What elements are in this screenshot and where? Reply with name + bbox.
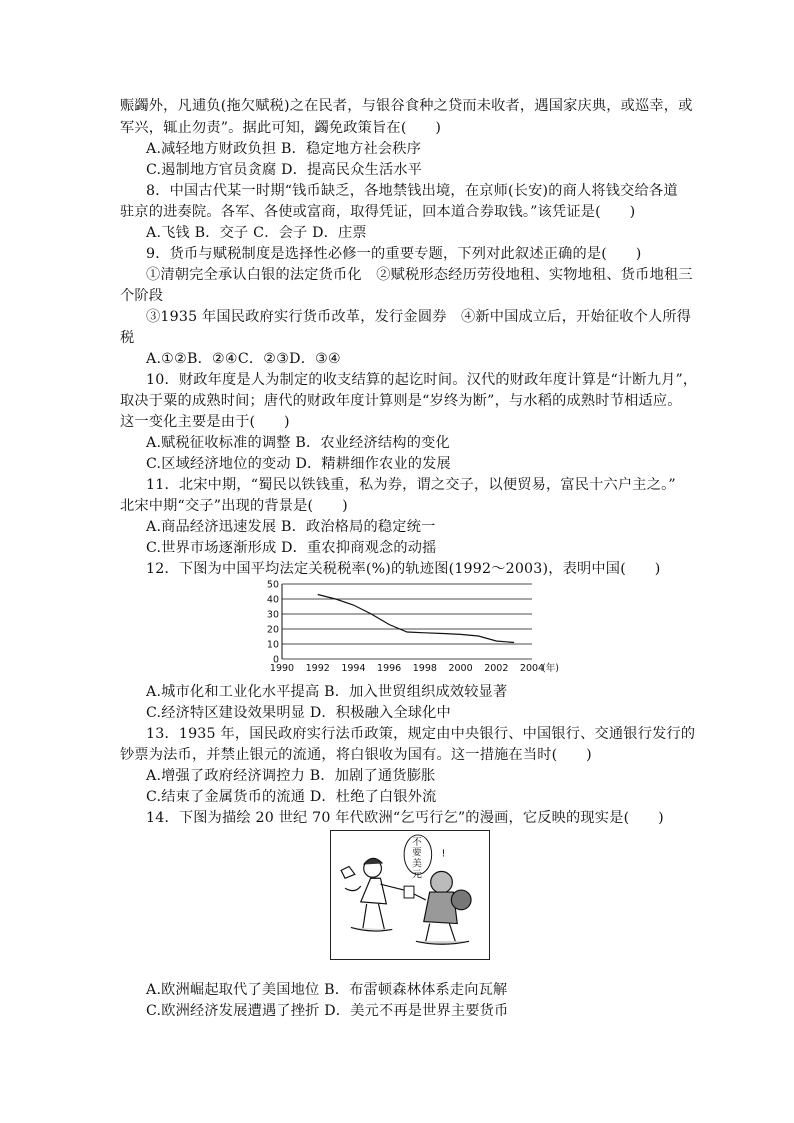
text-line: 赈蠲外，凡逋负(拖欠赋税)之在民者，与银谷食种之贷而未收者，遇国家庆典，或巡幸，或	[120, 98, 693, 114]
text-line: A.①②B．②④C．②③D．③④	[146, 351, 341, 367]
exclaim-mark: !	[441, 848, 446, 860]
x-tick-label: 1992	[305, 663, 330, 674]
tariff-rate-line	[318, 595, 514, 643]
woman-figure	[341, 858, 404, 931]
text-line: 钞票为法币，并禁止银元的流通，将白银收为国有。这一措施在当时( )	[120, 747, 592, 763]
text-line: A.增强了政府经济调控力 B．加剧了通货膨胀	[146, 768, 436, 784]
text-line: A.商品经济迅速发展 B．政治格局的稳定统一	[146, 519, 436, 535]
text-line: 北宋中期“交子”出现的背景是( )	[120, 498, 348, 514]
text-line: C.遏制地方官员贪腐 D．提高民众生活水平	[146, 162, 423, 178]
x-tick-label: 2002	[484, 663, 509, 674]
text-line: 10．财政年度是人为制定的收支结算的起讫时间。汉代的财政年度计算是“计断九月”，	[146, 372, 698, 388]
text-line: 14．下图为描绘 20 世纪 70 年代欧洲“乞丐行乞”的漫画，它反映的现实是( )	[146, 810, 664, 826]
text-line: A.赋税征收标准的调整 B．农业经济结构的变化	[146, 435, 450, 451]
text-line: A.城市化和工业化水平提高 B．加入世贸组织成效较显著	[146, 684, 508, 700]
x-tick-label: 2004	[519, 663, 545, 674]
text-line: 税	[120, 330, 135, 346]
text-line: 13．1935 年，国民政府实行法币政策，规定由中央银行、中国银行、交通银行发行的	[146, 726, 696, 742]
text-line: 个阶段	[120, 288, 164, 304]
x-tick-label: 1996	[377, 663, 402, 674]
text-line: 军兴，辄止勿责”。据此可知，蠲免政策旨在( )	[120, 120, 442, 136]
x-axis-unit: (年)	[542, 663, 559, 674]
text-line: C.经济特区建设效果明显 D．积极融入全球化中	[146, 705, 451, 721]
text-line: 11．北宋中期，“蜀民以铁钱重，私为券，谓之交子，以便贸易，富民十六户主之。”	[146, 477, 676, 493]
text-line: ①清朝完全承认白银的法定货币化 ②赋税形态经历劳役地租、实物地租、货币地租三	[146, 267, 693, 283]
chart-x-ticks	[270, 662, 559, 674]
speech-char-3: 美	[411, 858, 422, 870]
text-line: ③1935 年国民政府实行货币改革，发行金圆券 ④新中国成立后，开始征收个人所得	[146, 309, 692, 325]
y-tick-label: 40	[266, 594, 279, 606]
x-tick-label: 1994	[341, 663, 366, 674]
speech-char-1: 不	[411, 836, 422, 848]
text-line: 这一变化主要是由于( )	[120, 414, 290, 430]
speech-char-2: 要	[411, 847, 422, 859]
text-line: 取决于粟的成熟时间；唐代的财政年度计算则是“岁终为断”，与水稻的成熟时节相适应。	[120, 393, 682, 409]
chart-y-ticks	[267, 580, 279, 666]
x-tick-label: 1998	[412, 663, 437, 674]
beggar-figure	[414, 871, 471, 944]
text-line: 9．货币与赋税制度是选择性必修一的重要专题，下列对此叙述正确的是( )	[146, 246, 642, 262]
text-line: 8．中国古代某一时期“钱币缺乏，各地禁钱出境，在京师(长安)的商人将钱交给各道	[146, 183, 678, 199]
text-line: A.减轻地方财政负担 B．稳定地方社会秩序	[146, 141, 422, 157]
text-line: C.结束了金属货币的流通 D．杜绝了白银外流	[146, 789, 437, 805]
y-tick-label: 10	[266, 639, 279, 651]
text-line: C.区域经济地位的变动 D．精耕细作农业的发展	[146, 456, 451, 472]
tariff-rate-chart	[262, 579, 559, 675]
text-line: A.欧洲崛起取代了美国地位 B．布雷顿森林体系走向瓦解	[146, 982, 508, 998]
text-line: 12．下图为中国平均法定关税税率(%)的轨迹图(1992～2003)，表明中国( )	[146, 561, 661, 577]
speech-char-4: 元	[411, 869, 422, 881]
y-tick-label: 20	[266, 624, 279, 636]
y-tick-label: 50	[266, 579, 279, 591]
beggar-cartoon	[330, 830, 490, 960]
x-tick-label: 1990	[269, 663, 295, 674]
x-tick-label: 2000	[448, 663, 473, 674]
y-tick-label: 30	[266, 609, 279, 621]
text-line: C.欧洲经济发展遭遇了挫折 D．美元不再是世界主要货币	[146, 1003, 509, 1019]
text-line: 驻京的进奏院。各军、各使或富商，取得凭证，回本道合券取钱。”该凭证是( )	[120, 204, 636, 220]
y-tick-label: 0	[272, 654, 279, 666]
text-line: A.飞钱 B．交子 C．会子 D．庄票	[146, 225, 367, 241]
text-line: C.世界市场逐渐形成 D．重农抑商观念的动摇	[146, 540, 437, 556]
